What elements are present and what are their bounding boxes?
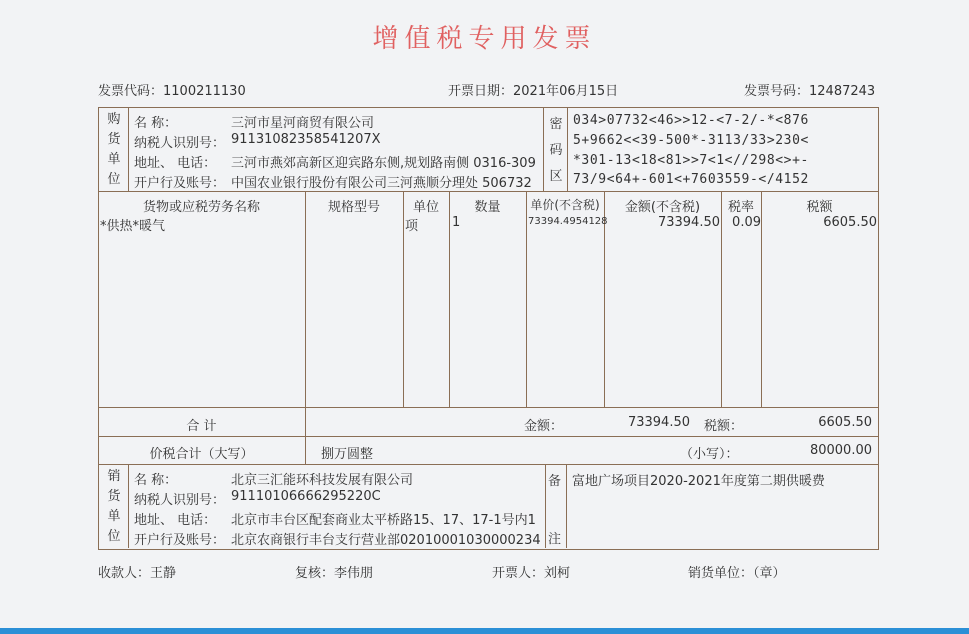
footer-seller-seal: 销货单位：（章） bbox=[688, 566, 786, 581]
seller-tax-id: 91110106666295220C bbox=[231, 489, 381, 504]
invoice-code-label: 发票代码： bbox=[98, 84, 164, 99]
grand-total-words: 捌万圆整 bbox=[321, 447, 374, 462]
side-char: 购 bbox=[107, 112, 121, 127]
footer-drawer bbox=[492, 562, 570, 581]
item-name: *供热*暖气 bbox=[100, 219, 166, 234]
side-char: 区 bbox=[549, 169, 563, 184]
buyer-name-label: 名 称： bbox=[134, 116, 178, 131]
drawer-label: 开票人： bbox=[492, 566, 545, 581]
buyer-bank: 中国农业银行股份有限公司三河燕顺分理处 506732 bbox=[231, 176, 532, 191]
cipher-side-label bbox=[545, 112, 567, 190]
buyer-address-label: 地址、 电话： bbox=[134, 156, 217, 171]
totals-tax: 6605.50 bbox=[818, 415, 872, 430]
item-amount: 73394.50 bbox=[657, 215, 720, 230]
grand-total-small: 80000.00 bbox=[809, 443, 872, 458]
divider bbox=[526, 191, 527, 407]
seller-address-label: 地址、 电话： bbox=[134, 513, 217, 528]
item-rate: 0.09 bbox=[732, 215, 761, 230]
divider bbox=[128, 464, 129, 548]
footer-reviewer bbox=[295, 562, 373, 581]
reviewer-label: 复核： bbox=[295, 566, 335, 581]
seller-tax-id-label: 纳税人识别号： bbox=[134, 493, 226, 508]
divider bbox=[305, 191, 306, 464]
seller-name: 北京三汇能环科技发展有限公司 bbox=[231, 473, 414, 488]
cipher-line: 5+9662<<39-500*-3113/33>230< bbox=[573, 133, 809, 148]
item-unit: 项 bbox=[405, 219, 419, 234]
divider bbox=[98, 464, 878, 465]
side-char: 密 bbox=[549, 117, 563, 132]
seller-side-label bbox=[102, 467, 126, 547]
divider bbox=[128, 107, 129, 191]
invoice-date-label: 开票日期： bbox=[448, 84, 514, 99]
reviewer-value: 李伟朋 bbox=[334, 566, 374, 581]
invoice-number-label: 发票号码： bbox=[744, 84, 810, 99]
invoice-code bbox=[98, 80, 246, 99]
side-char: 位 bbox=[107, 172, 121, 187]
cipher-line: 034>07732<46>>12-<7-2/-*<876 bbox=[573, 113, 809, 128]
payee-label: 收款人： bbox=[98, 566, 151, 581]
side-char: 单 bbox=[107, 152, 121, 167]
seller-bank-label: 开户行及账号： bbox=[134, 533, 226, 548]
header-unit: 单位 bbox=[412, 200, 439, 215]
divider bbox=[98, 436, 878, 437]
grand-total-small-label: （小写）： bbox=[680, 447, 739, 462]
item-price: 73394.4954128 bbox=[528, 216, 608, 227]
side-char: 单 bbox=[107, 509, 121, 524]
divider bbox=[98, 407, 878, 408]
drawer-value: 刘柯 bbox=[544, 566, 571, 581]
footer-payee bbox=[98, 562, 176, 581]
invoice-number bbox=[744, 80, 875, 99]
divider bbox=[449, 191, 450, 407]
side-char: 货 bbox=[107, 132, 121, 147]
seller-bank: 北京农商银行丰台支行营业部0201000103000023​4 bbox=[231, 533, 541, 548]
buyer-bank-label: 开户行及账号： bbox=[134, 176, 226, 191]
remark-side-char: 注 bbox=[548, 532, 562, 547]
remark-text: 富地广场项目2020-2021年度第二期供暖费 bbox=[572, 474, 825, 489]
side-char: 销 bbox=[107, 469, 121, 484]
divider bbox=[545, 464, 546, 548]
grand-total-label: 价税合计（大写） bbox=[149, 447, 254, 462]
cipher-line: *301-13<18<81>>7<1<//298<>+- bbox=[573, 153, 809, 168]
divider bbox=[566, 464, 567, 548]
header-qty: 数量 bbox=[474, 200, 501, 215]
remark-side-char: 备 bbox=[548, 474, 562, 489]
totals-amount: 73394.50 bbox=[627, 415, 690, 430]
buyer-address: 三河市燕郊高新区迎宾路东侧,规划路南侧 0316-309 bbox=[231, 156, 536, 171]
header-rate: 税率 bbox=[727, 200, 754, 215]
divider bbox=[567, 107, 568, 191]
invoice-number-value: 12487243 bbox=[809, 84, 876, 99]
payee-value: 王静 bbox=[150, 566, 177, 581]
invoice-date-value: 2021年06月15日 bbox=[513, 84, 619, 99]
buyer-tax-id: 91131082358541207X bbox=[231, 132, 381, 147]
divider bbox=[543, 107, 544, 191]
buyer-name: 三河市星河商贸有限公司 bbox=[231, 116, 375, 131]
header-price: 单价(不含税) bbox=[530, 198, 600, 212]
side-char: 货 bbox=[107, 489, 121, 504]
item-tax: 6605.50 bbox=[823, 215, 877, 230]
bottom-accent-bar bbox=[0, 628, 969, 634]
header-name: 货物或应税劳务名称 bbox=[142, 200, 260, 215]
header-tax: 税额 bbox=[806, 200, 833, 215]
buyer-tax-id-label: 纳税人识别号： bbox=[134, 136, 226, 151]
header-amount: 金额(不含税) bbox=[624, 200, 701, 215]
totals-label: 合 计 bbox=[186, 419, 217, 434]
header-spec: 规格型号 bbox=[327, 200, 380, 215]
divider bbox=[403, 191, 404, 407]
buyer-side-label bbox=[102, 110, 126, 190]
totals-tax-label: 税额： bbox=[704, 419, 744, 434]
invoice-code-value: 1100211130 bbox=[163, 84, 246, 99]
cipher-line: 73/9<64+-601<+7603559-</4152 bbox=[573, 172, 809, 187]
invoice-date bbox=[448, 80, 618, 99]
invoice-title: 增值税专用发票 bbox=[372, 24, 597, 54]
side-char: 码 bbox=[549, 143, 563, 158]
totals-amount-label: 金额： bbox=[524, 419, 564, 434]
side-char: 位 bbox=[107, 529, 121, 544]
seller-address: 北京市丰台区配套商业太平桥路15、17、17-1号内1 bbox=[231, 513, 536, 528]
item-qty: 1 bbox=[452, 215, 461, 230]
seller-name-label: 名 称： bbox=[134, 473, 178, 488]
